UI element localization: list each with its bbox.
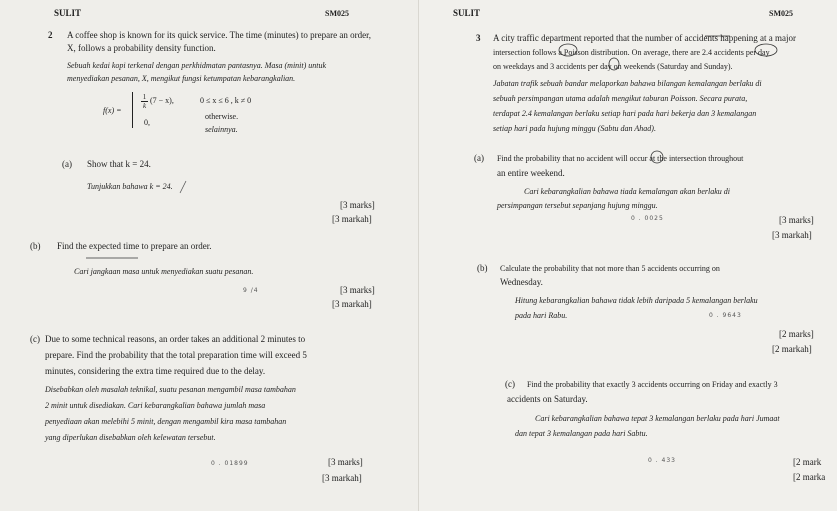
part-a-marks-english: [3 marks]: [340, 200, 375, 210]
part-c-marks-malay: [3 markah]: [322, 473, 362, 483]
part-b-marks-malay: [3 markah]: [332, 299, 372, 309]
intro-malay-line2: sebuah persimpangan utama adalah mengikut taburan Poisson. Secara purata,: [493, 94, 748, 103]
function-label: f(x) =: [103, 106, 122, 115]
part-c-marks-english: [3 marks]: [328, 457, 363, 467]
part-c-english-line2: accidents on Saturday.: [507, 394, 588, 404]
part-c-marks-malay: [2 marka: [793, 472, 826, 482]
part-c-marks-english: [2 mark: [793, 457, 822, 467]
part-a-marks-english: [3 marks]: [779, 215, 814, 225]
case1-expression: (7 − x),: [150, 96, 174, 105]
part-c-handwritten-answer: 0 . 01899: [211, 460, 249, 467]
part-b-english-line1: Calculate the probability that not more than 5 accidents occurring on: [500, 264, 720, 273]
intro-english-line1: A coffee shop is known for its quick service. The time (minutes) to prepare an order,: [67, 30, 371, 40]
header-code: SM025: [769, 9, 793, 18]
pen-tick: [180, 181, 186, 193]
right-pen-marks: [419, 0, 837, 511]
intro-english-line2: intersection follows a Poisson distribution. On average, there are 2.4 accidents per day: [493, 48, 770, 57]
intro-malay-line2: menyediakan pesanan, X, mengikut fungsi ketumpatan kebarangkalian.: [67, 74, 296, 83]
part-a-malay: Tunjukkan bahawa k = 24.: [87, 182, 173, 191]
case2-condition-english: otherwise.: [205, 112, 239, 121]
part-a-english-line2: an entire weekend.: [497, 168, 565, 178]
part-b-handwritten-answer: 9 /4: [243, 287, 259, 294]
part-b-malay: Cari jangkaan masa untuk menyediakan suatu pesanan.: [74, 267, 254, 276]
circle-no: [651, 151, 663, 163]
part-b-label: (b): [477, 263, 488, 273]
part-c-english-line1: Find the probability that exactly 3 accidents occurring on Friday and exactly 3: [527, 380, 778, 389]
part-c-malay-line2: dan tepat 3 kemalangan pada hari Sabtu.: [515, 429, 648, 438]
part-b-malay-line2: pada hari Rabu.: [515, 311, 568, 320]
circle-poisson: [559, 44, 577, 56]
part-c-label: (c): [30, 334, 40, 344]
part-c-malay-line2: 2 minit untuk disediakan. Cari kebarangkalian bahawa jumlah masa: [45, 401, 266, 410]
intro-malay-line1: Sebuah kedai kopi terkenal dengan perkhidmatan pantasnya. Masa (minit) untuk: [67, 61, 327, 70]
intro-malay-line1: Jabatan trafik sebuah bandar melaporkan bahawa bilangan kemalangan berlaku di: [493, 79, 762, 88]
part-b-label: (b): [30, 241, 41, 251]
intro-english-line2: X, follows a probability density function.: [67, 43, 216, 53]
case1-condition: 0 ≤ x ≤ 6 , k ≠ 0: [200, 96, 252, 105]
fraction-numerator: 1: [142, 93, 147, 101]
part-c-malay-line1: Disebabkan oleh masalah teknikal, suatu pesanan mengambil masa tambahan: [45, 385, 296, 394]
part-a-marks-malay: [3 markah]: [332, 214, 372, 224]
fraction-denominator: k: [142, 102, 147, 110]
intro-english-line1: A city traffic department reported that the number of accidents happening at a major: [493, 33, 796, 43]
right-page: [419, 0, 837, 511]
intro-malay-line4: setiap hari pada hujung minggu (Sabtu dan Ahad).: [493, 124, 656, 133]
part-a-english: Show that k = 24.: [87, 159, 151, 169]
part-a-english-line1: Find the probability that no accident will occur at the intersection throughout: [497, 154, 744, 163]
left-pen-marks: [0, 0, 418, 511]
part-b-malay-line1: Hitung kebarangkalian bahawa tidak lebih daripada 5 kemalangan berlaku: [515, 296, 758, 305]
part-b-marks-malay: [2 markah]: [772, 344, 812, 354]
part-c-label: (c): [505, 379, 515, 389]
part-a-label: (a): [62, 159, 72, 169]
part-b-english-line2: Wednesday.: [500, 277, 543, 287]
part-a-malay-line2: persimpangan tersebut sepanjang hujung minggu.: [497, 201, 658, 210]
part-a-malay-line1: Cari kebarangkalian bahawa tiada kemalangan akan berlaku di: [524, 187, 730, 196]
part-b-english: Find the expected time to prepare an order.: [57, 241, 212, 251]
left-page: [0, 0, 418, 511]
part-c-english-line3: minutes, considering the extra time required due to the delay.: [45, 366, 266, 376]
part-c-english-line1: Due to some technical reasons, an order takes an additional 2 minutes to: [45, 334, 306, 344]
part-c-handwritten-answer: 0 . 433: [648, 457, 676, 464]
header-sulit: SULIT: [54, 8, 82, 18]
header-code: SM025: [325, 9, 349, 18]
circle-per-day: [755, 44, 777, 56]
part-a-label: (a): [474, 153, 484, 163]
header-sulit: SULIT: [453, 8, 481, 18]
part-b-marks-english: [2 marks]: [779, 329, 814, 339]
case2-expression: 0,: [144, 118, 150, 127]
question-number: 3: [476, 33, 481, 43]
part-b-marks-english: [3 marks]: [340, 285, 375, 295]
part-c-english-line2: prepare. Find the probability that the total preparation time will exceed 5: [45, 350, 307, 360]
part-c-malay-line1: Cari kebarangkalian bahawa tepat 3 kemalangan berlaku pada hari Jumaat: [535, 414, 780, 423]
intro-malay-line3: terdapat 2.4 kemalangan berlaku setiap hari pada hari bekerja dan 3 kemalangan: [493, 109, 757, 118]
intro-english-line3: on weekdays and 3 accidents per day on weekends (Saturday and Sunday).: [493, 62, 733, 71]
circle-three: [609, 58, 619, 70]
case2-condition-malay: selainnya.: [205, 125, 238, 134]
part-b-handwritten-answer: 0 . 9643: [709, 312, 742, 319]
part-a-handwritten-answer: 0 . 0025: [631, 215, 664, 222]
question-number: 2: [48, 30, 53, 40]
part-c-malay-line4: yang diperlukan disebabkan oleh kelewatan tersebut.: [45, 433, 216, 442]
part-c-malay-line3: penyediaan akan melebihi 5 minit, dengan mengambil kira masa tambahan: [45, 417, 287, 426]
part-a-marks-malay: [3 markah]: [772, 230, 812, 240]
